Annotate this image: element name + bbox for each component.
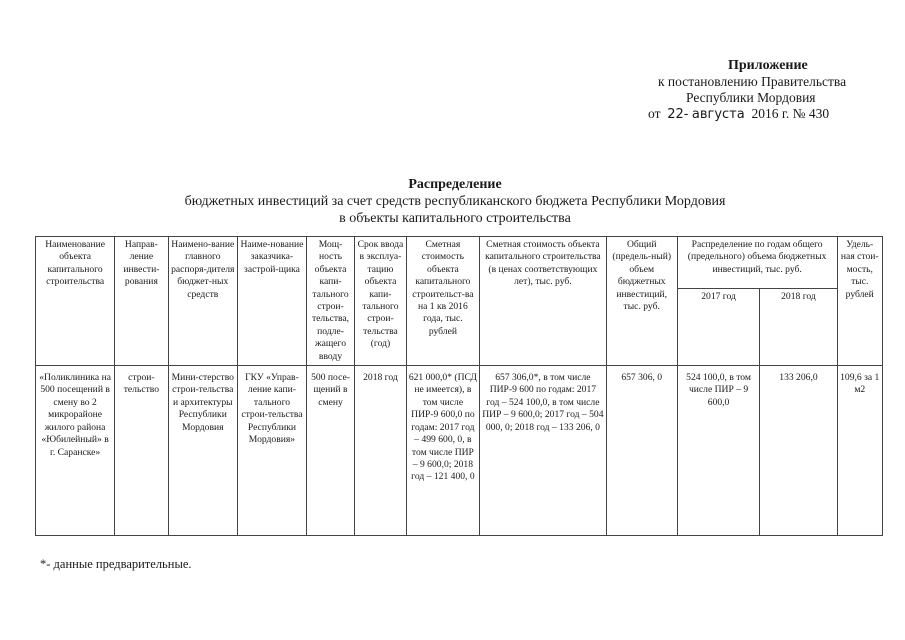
- cell-manager: Мини-стерство строи-тельства и архитектуры Республики Мордовия: [168, 366, 237, 536]
- date-month: августа: [691, 107, 745, 122]
- cell-unit-cost: 109,6 за 1 м2: [837, 366, 883, 536]
- cell-capacity: 500 посе-щений в смену: [306, 366, 354, 536]
- cell-customer: ГКУ «Управ-ление капи-тального строи-тельства Республики Мордовия»: [237, 366, 306, 536]
- header-cost-years: Сметная стоимость объекта капитального строительства (в ценах соответствующих лет), тыс. руб.: [480, 237, 607, 366]
- header-direction: Направ-ление инвести-рования: [115, 237, 168, 366]
- header-distribution: Распределение по годам общего (предельного) объема бюджетных инвестиций, тыс. руб.: [677, 237, 837, 289]
- cell-cost-q1: 621 000,0* (ПСД не имеется), в том числе ПИР-9 600,0 по годам: 2017 год – 499 600, 0, в том числе ПИР – 9 600,0; 2018 год – 121 400, 0: [406, 366, 479, 536]
- cell-cost-years: 657 306,0*, в том числе ПИР-9 600 по годам: 2017 год – 524 100,0, в том числе ПИР – 9 600,0; 2017 год – 504 000, 0; 2018 год – 133 206, 0: [480, 366, 607, 536]
- appendix-date-line: от 22- августа 2016 г. № 430: [648, 106, 830, 122]
- table-row: [36, 366, 883, 536]
- header-2018: 2018 год: [760, 289, 837, 366]
- appendix-line-1: к постановлению Правительства: [658, 74, 847, 89]
- appendix-line-2: Республики Мордовия: [686, 90, 816, 105]
- header-term: Срок ввода в эксплуа-тацию объекта капи-тального строи-тельства (год): [355, 237, 407, 366]
- investment-table: [35, 236, 883, 536]
- cell-total: 657 306, 0: [606, 366, 677, 536]
- heading-line-2: в объекты капитального строительства: [339, 211, 571, 226]
- footnote: *- данные предварительные.: [40, 557, 192, 571]
- header-manager: Наимено-вание главного распоря-дителя бюджет-ных средств: [168, 237, 237, 366]
- heading-title: Распределение: [408, 177, 502, 192]
- cell-2017: 524 100,0, в том числе ПИР – 9 600,0: [677, 366, 760, 536]
- header-cost-q1: Сметная стоимость объекта капитального строительст-ва на 1 кв 2016 года, тыс. рублей: [406, 237, 479, 366]
- header-object-name: Наименование объекта капитального строительства: [36, 237, 115, 366]
- appendix-title: Приложение: [728, 58, 808, 73]
- header-capacity: Мощ-ность объекта капи-тального строи-тельства, подле-жащего вводу: [306, 237, 354, 366]
- date-suffix: 2016 г. № 430: [751, 106, 830, 121]
- header-total: Общий (предель-ный) объем бюджетных инвестиций, тыс. руб.: [606, 237, 677, 366]
- heading-line-1: бюджетных инвестиций за счет средств республиканского бюджета Республики Мордовия: [184, 194, 726, 209]
- cell-direction: строи-тельство: [115, 366, 168, 536]
- date-prefix: от: [648, 106, 661, 121]
- table-header-row: [36, 237, 883, 289]
- document-heading: [120, 176, 790, 227]
- date-day: 22: [667, 107, 684, 122]
- cell-2018: 133 206,0: [760, 366, 837, 536]
- header-unit-cost: Удель-ная стои-мость, тыс. рублей: [837, 237, 883, 366]
- appendix-block: [600, 58, 900, 123]
- cell-object-name: «Поликлиника на 500 посещений в смену во 2 микрорайоне жилого района «Юбилейный» в г. Саранске»: [36, 366, 115, 536]
- header-2017: 2017 год: [677, 289, 760, 366]
- header-customer: Наиме-нование заказчика-застрой-щика: [237, 237, 306, 366]
- cell-term: 2018 год: [355, 366, 407, 536]
